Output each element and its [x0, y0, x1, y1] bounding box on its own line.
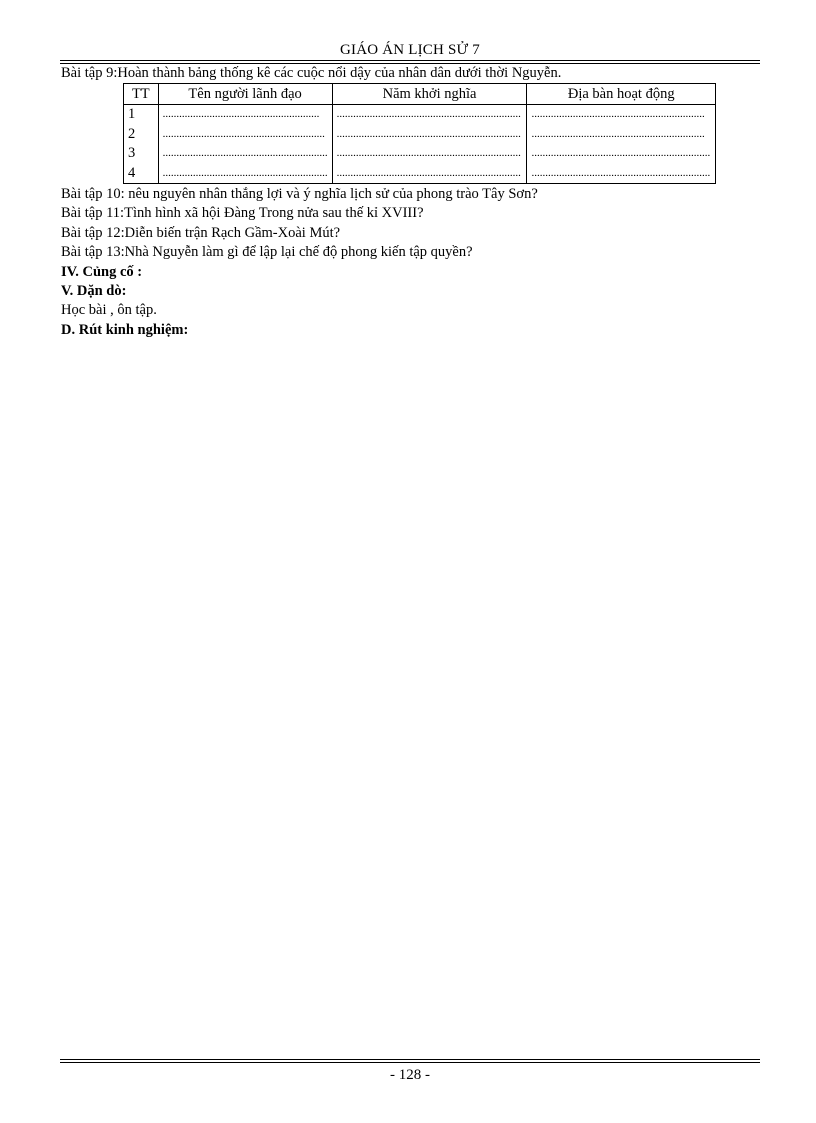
exercise-11-prompt: Bài tập 11:Tình hình xã hội Đàng Trong nửa sau thế kỉ XVIII? [61, 205, 424, 222]
row-number: 1 [124, 104, 159, 124]
leader-blank: ........................................................... [158, 124, 332, 144]
leader-blank: ............................................................ [158, 144, 332, 164]
page-number: - 128 - [390, 1067, 430, 1083]
row-number: 4 [124, 163, 159, 183]
uprisings-table [123, 83, 716, 184]
column-header-tt: TT [124, 84, 159, 105]
area-blank: ................................................................. [527, 163, 716, 183]
year-blank: ................................................................... [332, 163, 527, 183]
table-row [124, 104, 716, 124]
exercise-9-prompt: Bài tập 9:Hoàn thành bảng thống kê các cuộc nổi dậy của nhân dân dưới thời Nguyễn. [61, 65, 562, 81]
exercise-12-prompt: Bài tập 12:Diễn biến trận Rạch Gầm-Xoài Mút? [61, 224, 341, 241]
exercise-10-prompt: Bài tập 10: nêu nguyên nhân thắng lợi và ý nghĩa lịch sử của phong trào Tây Sơn? [61, 185, 538, 202]
leader-blank: ......................................................... [158, 104, 332, 124]
year-blank: ................................................................... [332, 144, 527, 164]
area-blank: ............................................................... [527, 124, 716, 144]
section-heading-dan-do: V. Dặn dò: [61, 282, 127, 299]
document-body [61, 64, 761, 340]
column-header-year: Năm khởi nghĩa [332, 84, 527, 105]
exercise-13-prompt: Bài tập 13:Nhà Nguyễn làm gì để lập lại chế độ phong kiến tập quyền? [61, 244, 473, 261]
table-row [124, 144, 716, 164]
table-row [124, 163, 716, 183]
footer-rule [60, 1059, 760, 1063]
row-number: 3 [124, 144, 159, 164]
year-blank: ................................................................... [332, 124, 527, 144]
leader-blank: ............................................................ [158, 163, 332, 183]
column-header-leader: Tên người lãnh đạo [158, 84, 332, 105]
row-number: 2 [124, 124, 159, 144]
area-blank: ............................................................... [527, 104, 716, 124]
section-heading-rut-kinh-nghiem: D. Rút kinh nghiệm: [61, 321, 189, 338]
table-row [124, 124, 716, 144]
year-blank: ................................................................... [332, 104, 527, 124]
section-heading-cung-co: IV. Củng cố : [61, 263, 143, 280]
area-blank: ................................................................. [527, 144, 716, 164]
column-header-area: Địa bàn hoạt động [527, 84, 716, 105]
dan-do-text: Học bài , ôn tập. [61, 302, 157, 319]
page-header-title: GIÁO ÁN LỊCH SỬ 7 [339, 42, 481, 58]
table-header-row [124, 84, 716, 105]
